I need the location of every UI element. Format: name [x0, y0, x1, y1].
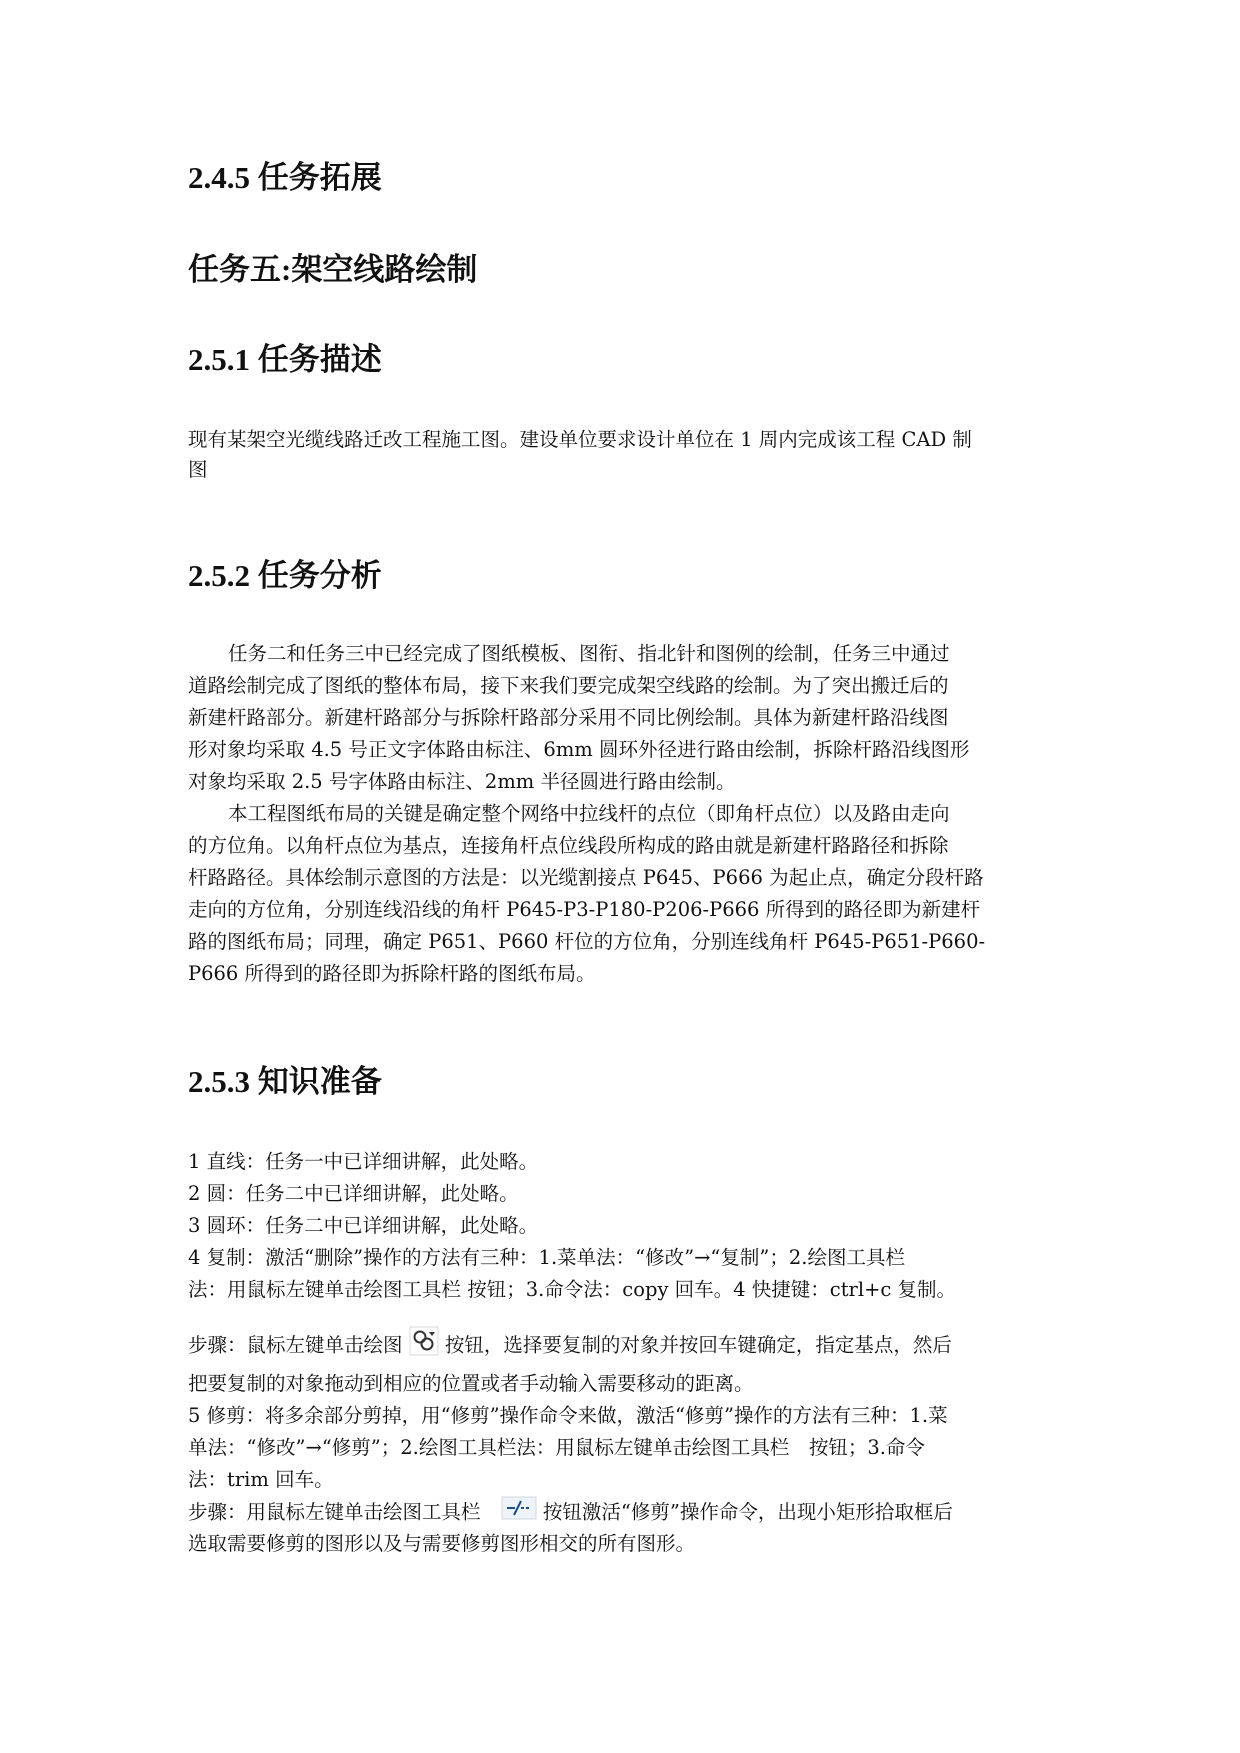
- text-line: 对象均采取 2.5 号字体路由标注、2mm 半径圆进行路由绘制。: [188, 770, 736, 793]
- heading-2-5-3: 2.5.3 知识准备: [188, 1064, 382, 1100]
- heading-2-5-1: 2.5.1 任务描述: [188, 342, 382, 378]
- text-line: 道路绘制完成了图纸的整体布局，接下来我们要完成架空线路的绘制。为了突出搬迁后的: [188, 674, 949, 697]
- knowledge-line: 单法：“修改”→“修剪”；2.绘图工具栏法：用鼠标左键单击绘图工具栏 按钮；3.命令: [188, 1436, 925, 1459]
- heading-2-4-5: 2.4.5 任务拓展: [188, 160, 382, 196]
- text-line: 新建杆路部分。新建杆路部分与拆除杆路部分采用不同比例绘制。具体为新建杆路沿线图: [188, 706, 949, 729]
- step-line: 选取需要修剪的图形以及与需要修剪图形相交的所有图形。: [188, 1532, 696, 1555]
- text-line: P666 所得到的路径即为拆除杆路的图纸布局。: [188, 962, 596, 985]
- knowledge-line: 1 直线：任务一中已详细讲解，此处略。: [188, 1150, 539, 1173]
- text-line: 路的图纸布局；同理，确定 P651、P660 杆位的方位角，分别连线角杆 P645-P651-P660-: [188, 930, 986, 953]
- text-line: 的方位角。以角杆点位为基点，连接角杆点位线段所构成的路由就是新建杆路路径和拆除: [188, 834, 949, 857]
- text-line: 本工程图纸布局的关键是确定整个网络中拉线杆的点位（即角杆点位）以及路由走向: [228, 802, 950, 825]
- knowledge-line: 法：用鼠标左键单击绘图工具栏 按钮；3.命令法：copy 回车。4 快捷键：ctrl+c 复制。: [188, 1278, 957, 1301]
- knowledge-line: 3 圆环：任务二中已详细讲解，此处略。: [188, 1214, 539, 1237]
- knowledge-line: 法：trim 回车。: [188, 1468, 334, 1491]
- text-line: 杆路路径。具体绘制示意图的方法是：以光缆割接点 P645、P666 为起止点，确定分段杆路: [188, 866, 984, 889]
- step-line: 把要复制的对象拖动到相应的位置或者手动输入需要移动的距离。: [188, 1372, 754, 1395]
- knowledge-line: 5 修剪：将多余部分剪掉，用“修剪”操作命令来做，激活“修剪”操作的方法有三种：1.菜: [188, 1404, 948, 1427]
- text-line: 走向的方位角，分别连线沿线的角杆 P645-P3-P180-P206-P666 所得到的路径即为新建杆: [188, 898, 981, 921]
- trim-icon: [501, 1496, 537, 1530]
- heading-2-5-2: 2.5.2 任务分析: [188, 558, 382, 594]
- heading-task5: 任务五:架空线路绘制: [188, 252, 478, 287]
- knowledge-line: 2 圆：任务二中已详细讲解，此处略。: [188, 1182, 519, 1205]
- step-line: 步骤：用鼠标左键单击绘图工具栏 按钮激活“修剪”操作命令，出现小矩形拾取框后: [188, 1496, 953, 1530]
- step-line: 步骤：鼠标左键单击绘图 按钮，选择要复制的对象并按回车键确定，指定基点，然后: [188, 1326, 952, 1366]
- copy-icon: [409, 1326, 439, 1366]
- description-line: 图: [188, 458, 208, 481]
- knowledge-line: 4 复制：激活“删除”操作的方法有三种：1.菜单法：“修改”→“复制”；2.绘图工具栏: [188, 1246, 905, 1269]
- text-line: 任务二和任务三中已经完成了图纸模板、图衔、指北针和图例的绘制，任务三中通过: [228, 642, 950, 665]
- description-line: 现有某架空光缆线路迁改工程施工图。建设单位要求设计单位在 1 周内完成该工程 CAD 制: [188, 428, 972, 451]
- text-line: 形对象均采取 4.5 号正文字体路由标注、6mm 圆环外径进行路由绘制，拆除杆路沿线图形: [188, 738, 970, 761]
